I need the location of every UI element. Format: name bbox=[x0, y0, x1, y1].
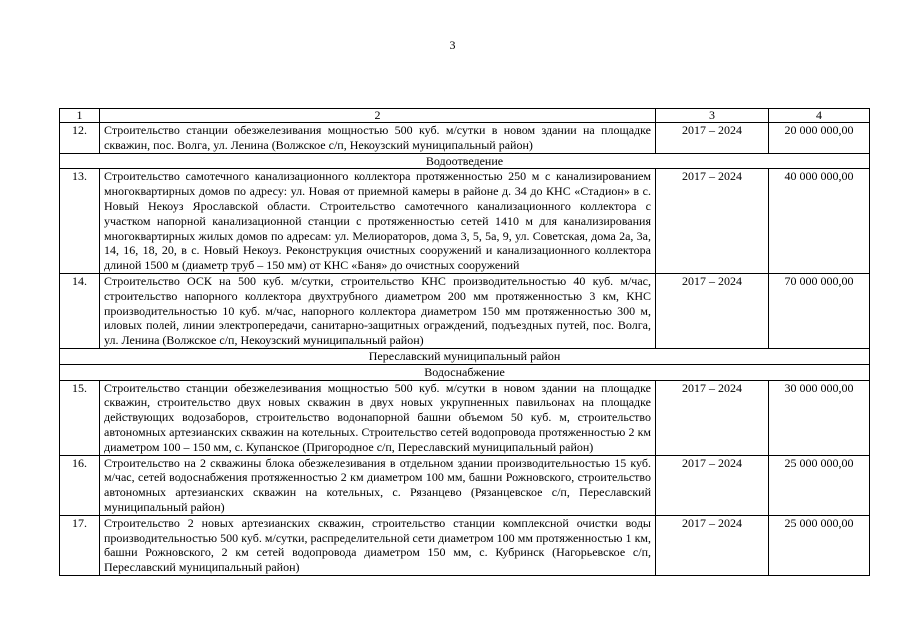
table-row bbox=[60, 380, 870, 455]
row-period: 2017 – 2024 bbox=[656, 515, 769, 575]
row-number: 12. bbox=[60, 123, 100, 154]
row-amount: 30 000 000,00 bbox=[769, 380, 870, 455]
row-number: 15. bbox=[60, 380, 100, 455]
row-period: 2017 – 2024 bbox=[656, 455, 769, 515]
section-row bbox=[60, 153, 870, 169]
investment-table bbox=[59, 108, 870, 576]
header-col-4: 4 bbox=[769, 109, 870, 123]
page-number: 3 bbox=[449, 38, 456, 52]
table-row bbox=[60, 455, 870, 515]
row-number: 17. bbox=[60, 515, 100, 575]
header-col-1: 1 bbox=[60, 109, 100, 123]
row-period: 2017 – 2024 bbox=[656, 123, 769, 154]
row-number: 16. bbox=[60, 455, 100, 515]
row-period: 2017 – 2024 bbox=[656, 273, 769, 348]
section-title: Водоотведение bbox=[60, 153, 870, 169]
row-amount: 20 000 000,00 bbox=[769, 123, 870, 154]
row-amount: 25 000 000,00 bbox=[769, 455, 870, 515]
table-row bbox=[60, 515, 870, 575]
section-title: Водоснабжение bbox=[60, 364, 870, 380]
row-description: Строительство станции обезжелезивания мощностью 500 куб. м/сутки в новом здании на площадке скважин, строительство двух новых скважин в двух новых укрупненных павильонах на площадке действующих водозаборов, строительство водонапорной башни объемом 50 куб. м, строительство автономных артезианских скважин на котельных. Строительство сетей водопровода протяженностью 2 км диаметром 100 – 150 мм, с. Купанское (Пригородное с/п, Переславский муниципальный район) bbox=[100, 380, 656, 455]
row-description: Строительство на 2 скважины блока обезжелезивания в отдельном здании производительностью 15 куб. м/час, сетей водоснабжения протяженностью 2 км диаметром 100 мм, башни Рожновского, строительство автономных артезианских скважин на котельных, с. Рязанцево (Рязанцевское с/п, Переславский муниципальный район) bbox=[100, 455, 656, 515]
header-col-2: 2 bbox=[100, 109, 656, 123]
row-number: 13. bbox=[60, 169, 100, 274]
row-number: 14. bbox=[60, 273, 100, 348]
table-row bbox=[60, 169, 870, 274]
row-description: Строительство ОСК на 500 куб. м/сутки, строительство КНС производительностью 40 куб. м/час, строительство напорного коллектора двухтрубного диаметром 200 мм протяженностью 3 км, КНС производительностью 10 куб. м/час, напорного коллектора диаметром 150 мм протяженностью 300 м, иловых полей, линии электропередачи, санитарно-защитных ограждений, подъездных путей, пос. Волга, ул. Ленина (Волжское с/п, Некоузский муниципальный район) bbox=[100, 273, 656, 348]
row-amount: 70 000 000,00 bbox=[769, 273, 870, 348]
table-body bbox=[60, 109, 870, 576]
header-col-3: 3 bbox=[656, 109, 769, 123]
row-description: Строительство 2 новых артезианских скважин, строительство станции комплексной очистки воды производительностью 500 куб. м/сутки, распределительной сети диаметром 100 мм протяженностью 1 км, башни Рожновского, 2 км сетей водопровода диаметром 150 мм, с. Кубринск (Нагорьевское с/п, Переславский муниципальный район) bbox=[100, 515, 656, 575]
table-header-row bbox=[60, 109, 870, 123]
row-description: Строительство станции обезжелезивания мощностью 500 куб. м/сутки в новом здании на площадке скважин, пос. Волга, ул. Ленина (Волжское с/п, Некоузский муниципальный район) bbox=[100, 123, 656, 154]
section-row bbox=[60, 348, 870, 364]
section-title: Переславский муниципальный район bbox=[60, 348, 870, 364]
row-amount: 40 000 000,00 bbox=[769, 169, 870, 274]
section-row bbox=[60, 364, 870, 380]
row-period: 2017 – 2024 bbox=[656, 169, 769, 274]
table-row bbox=[60, 273, 870, 348]
table-row bbox=[60, 123, 870, 154]
row-amount: 25 000 000,00 bbox=[769, 515, 870, 575]
row-period: 2017 – 2024 bbox=[656, 380, 769, 455]
row-description: Строительство самотечного канализационного коллектора протяженностью 250 м с канализированием многоквартирных домов по адресу: ул. Новая от приемной камеры в районе д. 34 до КНС «Стадион» в с. Новый Некоуз Ярославской области. Строительство самотечного канализационного коллектора с участком напорной канализационной станции с протяженностью сетей 1410 м для канализирования многоквартирных жилых домов по адресам: ул. Мелиораторов, дома 3, 5, 5а, 9, ул. Советская, дома 2а, 3а, 14, 16, 18, 20, в с. Новый Некоуз. Реконструкция очистных сооружений и канализационного коллектора длиной 1500 м (диаметр труб – 150 мм) от КНС «Баня» до очистных сооружений bbox=[100, 169, 656, 274]
